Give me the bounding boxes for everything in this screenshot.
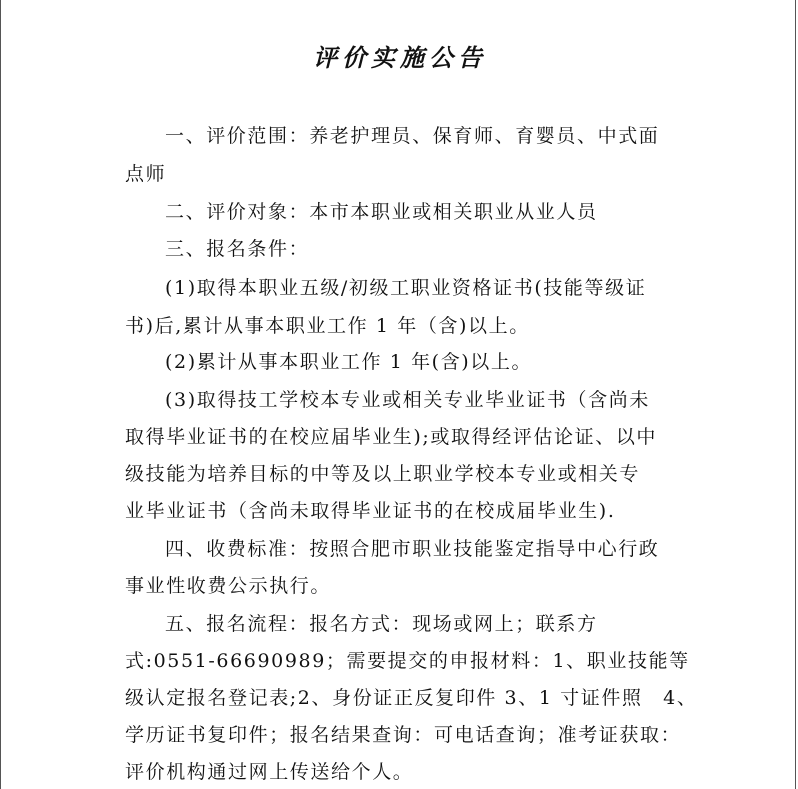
text-line-condition-3-cont-3: 业毕业证书（含尚未取得毕业证书的在校成届毕业生).	[125, 500, 616, 522]
text-line-condition-3-cont-2: 级技能为培养目标的中等及以上职业学校本专业或相关专	[125, 463, 641, 485]
text-line-scope: 一、评价范围：养老护理员、保育师、育婴员、中式面	[165, 125, 660, 147]
text-line-process-cont-1: 式:0551-66690989；需要提交的申报材料：1、职业技能等	[125, 650, 690, 672]
text-line-condition-1: (1)取得本职业五级/初级工职业资格证书(技能等级证	[165, 277, 647, 299]
text-line-condition-2: (2)累计从事本职业工作 1 年(含)以上。	[165, 351, 533, 373]
text-line-condition-3-cont-1: 取得毕业证书的在校应届毕业生);或取得经评估论证、以中	[125, 426, 658, 448]
text-line-conditions: 三、报名条件：	[165, 238, 310, 260]
text-line-target: 二、评价对象：本市本职业或相关职业从业人员	[165, 201, 598, 223]
text-line-fees-cont: 事业性收费公示执行。	[125, 575, 332, 597]
text-line-condition-3: (3)取得技工学校本专业或相关专业毕业证书（含尚未	[165, 389, 650, 411]
text-line-condition-1-cont: 书)后,累计从事本职业工作 1 年（含)以上。	[125, 315, 530, 337]
document-title: 评价实施公告	[313, 43, 487, 72]
text-line-fees: 四、收费标准：按照合肥市职业技能鉴定指导中心行政	[165, 538, 660, 560]
text-line-process-cont-3: 学历证书复印件；报名结果查询：可电话查询；准考证获取：	[125, 724, 682, 746]
text-line-process-cont-2: 级认定报名登记表;2、身份证正反复印件 3、1 寸证件照 4、	[125, 687, 698, 709]
text-line-process-cont-4: 评价机构通过网上传送给个人。	[125, 761, 414, 783]
text-line-scope-cont: 点师	[125, 163, 167, 185]
text-line-process: 五、报名流程：报名方式：现场或网上；联系方	[165, 613, 598, 635]
